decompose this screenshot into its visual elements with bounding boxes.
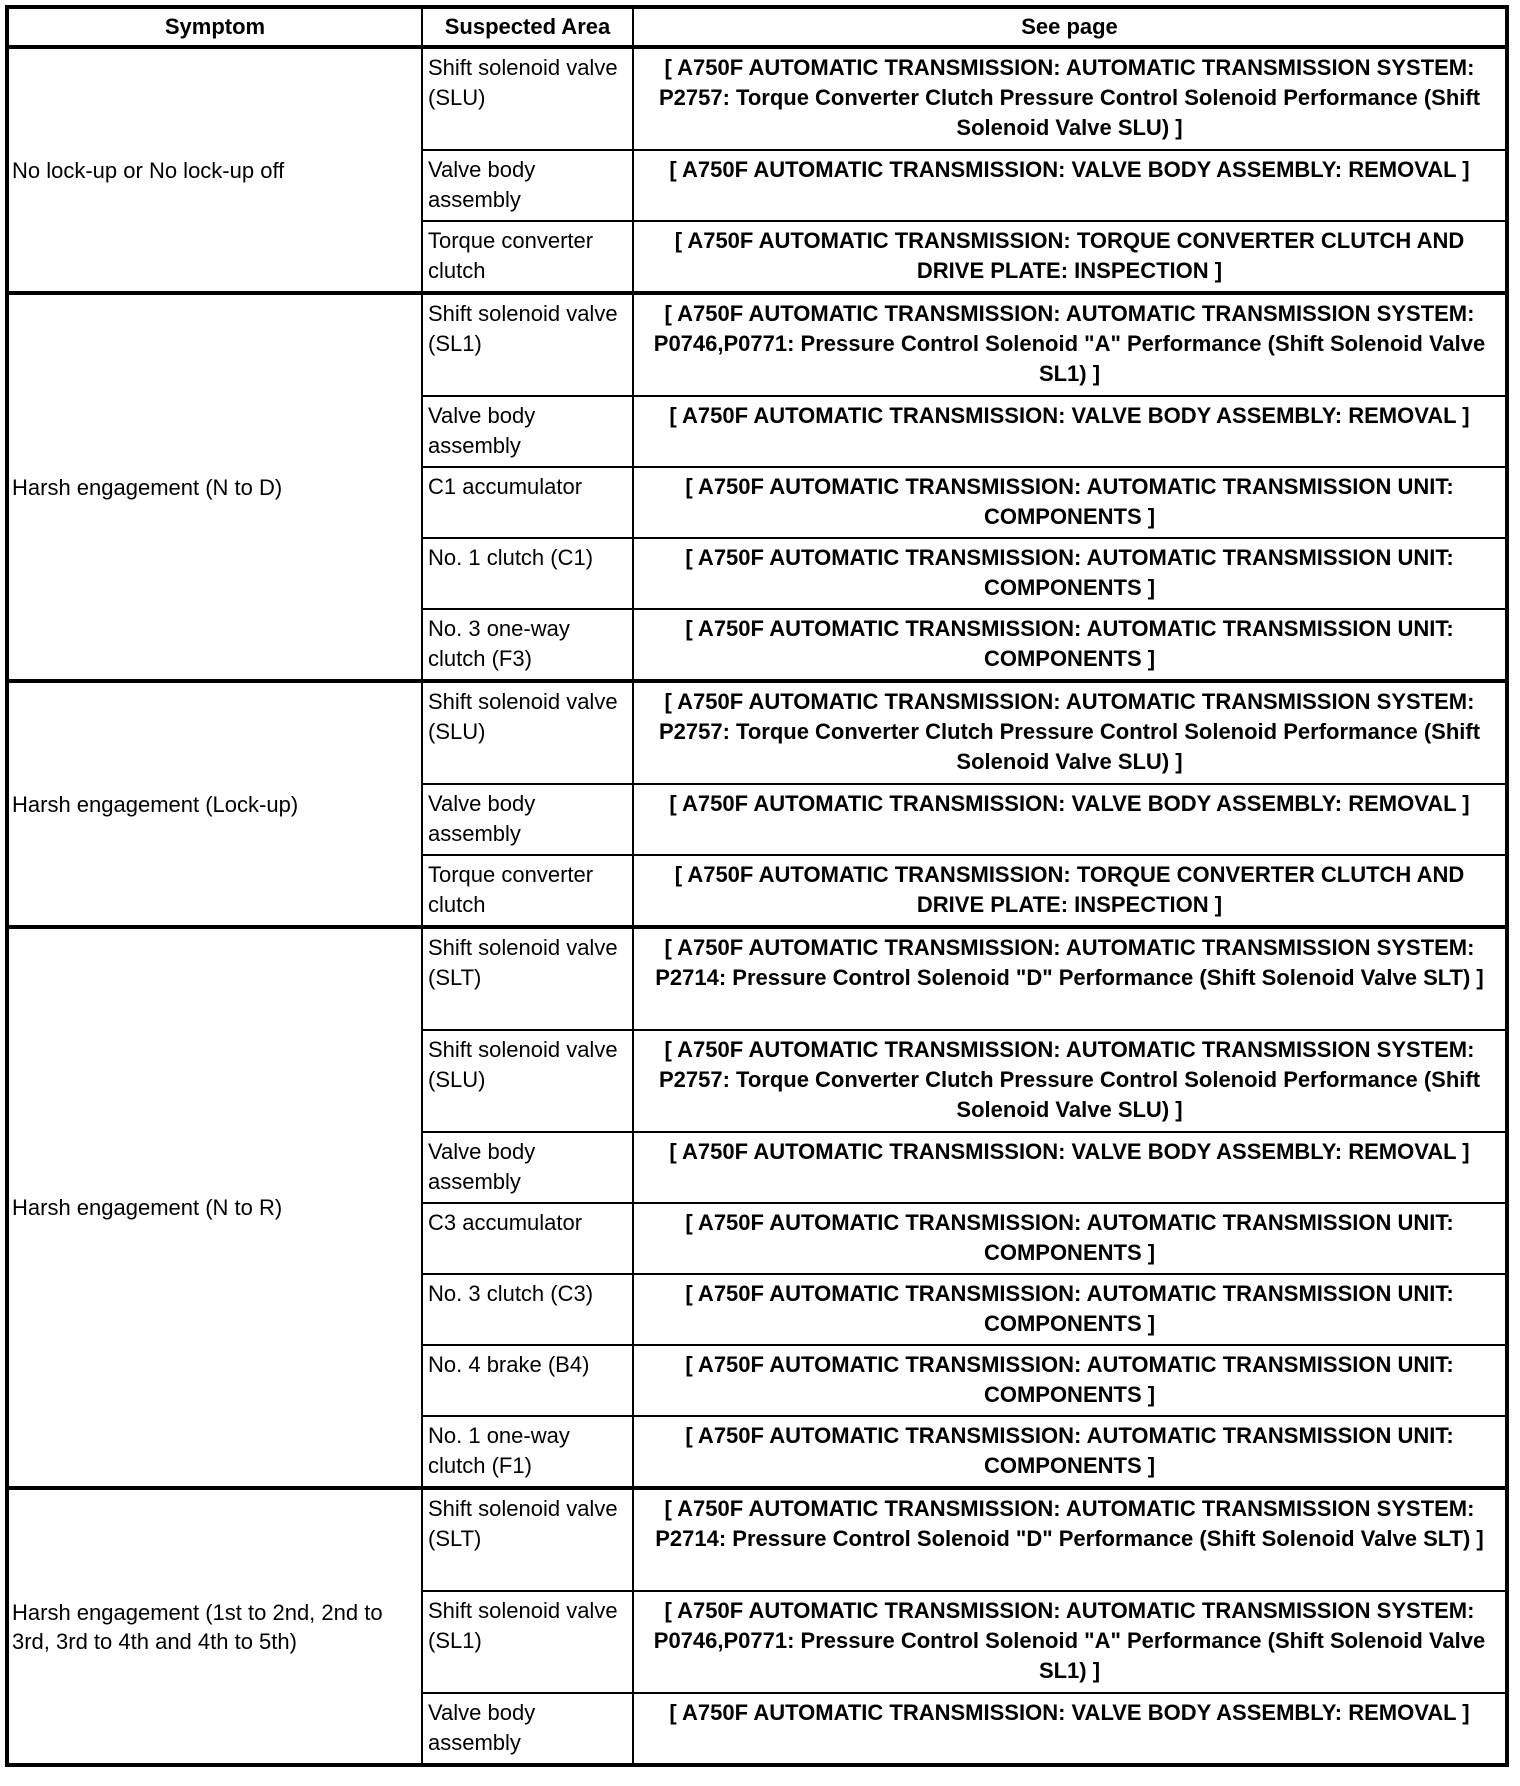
see-page-link[interactable]: [ A750F AUTOMATIC TRANSMISSION: VALVE BODY ASSEMBLY: REMOVAL ] [633, 150, 1507, 221]
suspected-area-cell: Shift solenoid valve (SLT) [422, 1488, 633, 1591]
table-row [7, 927, 1507, 1030]
see-page-link[interactable]: [ A750F AUTOMATIC TRANSMISSION: AUTOMATIC TRANSMISSION SYSTEM: P0746,P0771: Pressure Control Solenoid "A" Performance (Shift Solenoid Valve SL1) ] [633, 1591, 1507, 1693]
suspected-area-cell: No. 3 one-way clutch (F3) [422, 609, 633, 681]
suspected-area-cell: Valve body assembly [422, 784, 633, 855]
see-page-link[interactable]: [ A750F AUTOMATIC TRANSMISSION: AUTOMATIC TRANSMISSION UNIT: COMPONENTS ] [633, 609, 1507, 681]
suspected-area-cell: C1 accumulator [422, 467, 633, 538]
see-page-link[interactable]: [ A750F AUTOMATIC TRANSMISSION: AUTOMATIC TRANSMISSION SYSTEM: P2757: Torque Converter Clutch Pressure Control Solenoid Performance (Shift Solenoid Valve SLU) ] [633, 47, 1507, 150]
see-page-link[interactable]: [ A750F AUTOMATIC TRANSMISSION: AUTOMATIC TRANSMISSION UNIT: COMPONENTS ] [633, 1274, 1507, 1345]
suspected-area-cell: Shift solenoid valve (SLU) [422, 1030, 633, 1132]
suspected-area-cell: Valve body assembly [422, 150, 633, 221]
suspected-area-cell: Valve body assembly [422, 1132, 633, 1203]
see-page-link[interactable]: [ A750F AUTOMATIC TRANSMISSION: VALVE BODY ASSEMBLY: REMOVAL ] [633, 784, 1507, 855]
table-row [7, 293, 1507, 396]
see-page-link[interactable]: [ A750F AUTOMATIC TRANSMISSION: VALVE BODY ASSEMBLY: REMOVAL ] [633, 1132, 1507, 1203]
suspected-area-cell: No. 4 brake (B4) [422, 1345, 633, 1416]
see-page-link[interactable]: [ A750F AUTOMATIC TRANSMISSION: AUTOMATIC TRANSMISSION SYSTEM: P2714: Pressure Control Solenoid "D" Performance (Shift Solenoid Valve SLT) ] [633, 1488, 1507, 1591]
see-page-link[interactable]: [ A750F AUTOMATIC TRANSMISSION: TORQUE CONVERTER CLUTCH AND DRIVE PLATE: INSPECTION ] [633, 855, 1507, 927]
symptom-cell: Harsh engagement (1st to 2nd, 2nd to 3rd, 3rd to 4th and 4th to 5th) [7, 1488, 422, 1765]
suspected-area-cell: Valve body assembly [422, 1693, 633, 1765]
see-page-link[interactable]: [ A750F AUTOMATIC TRANSMISSION: AUTOMATIC TRANSMISSION UNIT: COMPONENTS ] [633, 1345, 1507, 1416]
see-page-link[interactable]: [ A750F AUTOMATIC TRANSMISSION: AUTOMATIC TRANSMISSION UNIT: COMPONENTS ] [633, 1416, 1507, 1488]
see-page-link[interactable]: [ A750F AUTOMATIC TRANSMISSION: AUTOMATIC TRANSMISSION UNIT: COMPONENTS ] [633, 538, 1507, 609]
see-page-link[interactable]: [ A750F AUTOMATIC TRANSMISSION: TORQUE CONVERTER CLUTCH AND DRIVE PLATE: INSPECTION ] [633, 221, 1507, 293]
suspected-area-cell: Torque converter clutch [422, 855, 633, 927]
suspected-area-cell: No. 1 one-way clutch (F1) [422, 1416, 633, 1488]
symptom-table [5, 5, 1509, 1767]
header-row [7, 7, 1507, 47]
suspected-area-cell: Shift solenoid valve (SLT) [422, 927, 633, 1030]
see-page-link[interactable]: [ A750F AUTOMATIC TRANSMISSION: AUTOMATIC TRANSMISSION SYSTEM: P2757: Torque Converter Clutch Pressure Control Solenoid Performance (Shift Solenoid Valve SLU) ] [633, 1030, 1507, 1132]
suspected-area-cell: Shift solenoid valve (SLU) [422, 47, 633, 150]
table-row [7, 47, 1507, 150]
suspected-area-cell: Valve body assembly [422, 396, 633, 467]
symptom-cell: Harsh engagement (N to D) [7, 293, 422, 681]
table-row [7, 681, 1507, 784]
symptom-cell: Harsh engagement (N to R) [7, 927, 422, 1488]
see-page-link[interactable]: [ A750F AUTOMATIC TRANSMISSION: AUTOMATIC TRANSMISSION SYSTEM: P0746,P0771: Pressure Control Solenoid "A" Performance (Shift Solenoid Valve SL1) ] [633, 293, 1507, 396]
see-page-link[interactable]: [ A750F AUTOMATIC TRANSMISSION: AUTOMATIC TRANSMISSION UNIT: COMPONENTS ] [633, 467, 1507, 538]
see-page-link[interactable]: [ A750F AUTOMATIC TRANSMISSION: VALVE BODY ASSEMBLY: REMOVAL ] [633, 396, 1507, 467]
suspected-area-cell: No. 3 clutch (C3) [422, 1274, 633, 1345]
see-page-link[interactable]: [ A750F AUTOMATIC TRANSMISSION: AUTOMATIC TRANSMISSION SYSTEM: P2714: Pressure Control Solenoid "D" Performance (Shift Solenoid Valve SLT) ] [633, 927, 1507, 1030]
see-page-link[interactable]: [ A750F AUTOMATIC TRANSMISSION: AUTOMATIC TRANSMISSION SYSTEM: P2757: Torque Converter Clutch Pressure Control Solenoid Performance (Shift Solenoid Valve SLU) ] [633, 681, 1507, 784]
suspected-area-cell: Shift solenoid valve (SLU) [422, 681, 633, 784]
header-see-page: See page [633, 7, 1507, 47]
see-page-link[interactable]: [ A750F AUTOMATIC TRANSMISSION: VALVE BODY ASSEMBLY: REMOVAL ] [633, 1693, 1507, 1765]
suspected-area-cell: Shift solenoid valve (SL1) [422, 293, 633, 396]
suspected-area-cell: Torque converter clutch [422, 221, 633, 293]
see-page-link[interactable]: [ A750F AUTOMATIC TRANSMISSION: AUTOMATIC TRANSMISSION UNIT: COMPONENTS ] [633, 1203, 1507, 1274]
suspected-area-cell: No. 1 clutch (C1) [422, 538, 633, 609]
symptom-cell: Harsh engagement (Lock-up) [7, 681, 422, 927]
suspected-area-cell: Shift solenoid valve (SL1) [422, 1591, 633, 1693]
table-row [7, 1488, 1507, 1591]
header-symptom: Symptom [7, 7, 422, 47]
suspected-area-cell: C3 accumulator [422, 1203, 633, 1274]
symptom-cell: No lock-up or No lock-up off [7, 47, 422, 293]
header-suspected-area: Suspected Area [422, 7, 633, 47]
